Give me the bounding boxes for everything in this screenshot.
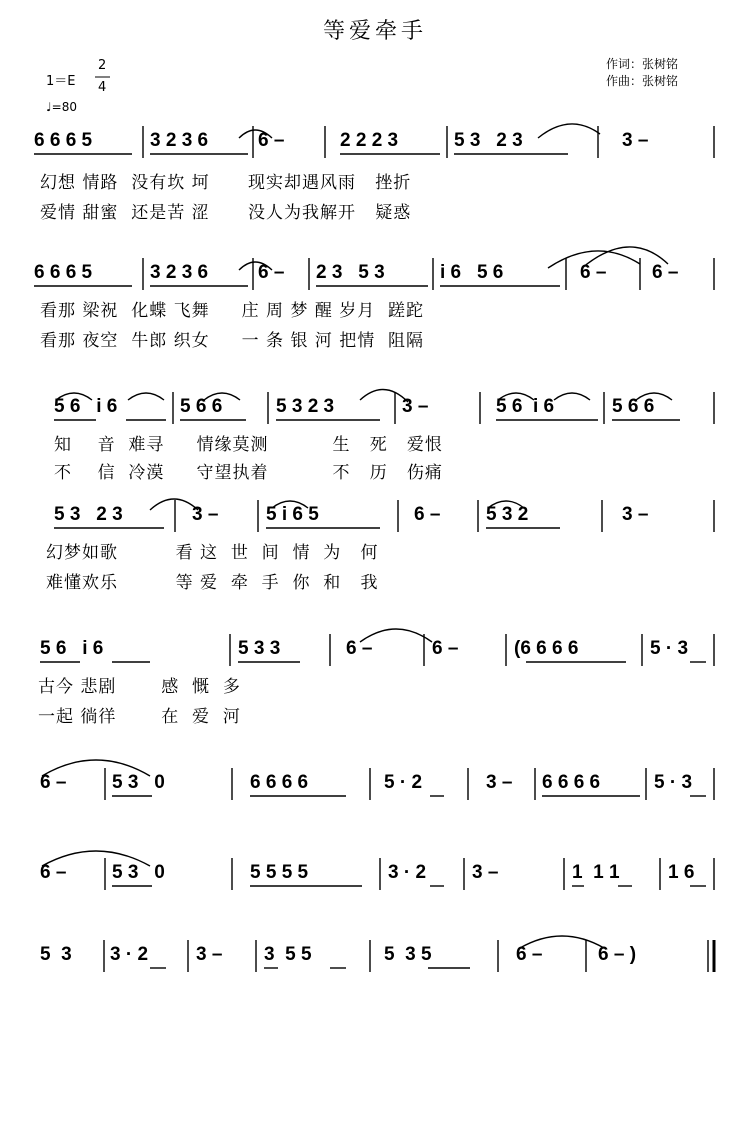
measure: 3 5 5	[264, 944, 312, 965]
measure: 6 –	[40, 862, 67, 883]
time-signature-bottom: 4	[98, 80, 107, 95]
score-row-2	[0, 258, 750, 358]
tempo-marking: ♩=80	[46, 100, 77, 114]
lyric-line-1: 看那 梁祝 化蝶 飞舞 庄 周 梦 醒 岁月 蹉跎	[40, 301, 425, 321]
measure: 5 · 3	[654, 772, 693, 793]
measure: 5 6 i 6	[40, 638, 104, 659]
barlines-and-slurs	[0, 940, 750, 980]
measure: 3 · 2	[388, 862, 427, 883]
measure: 5 · 3	[650, 638, 689, 659]
measure: 3 · 2	[110, 944, 149, 965]
measure: 5 3 2	[486, 504, 529, 525]
barlines-and-slurs	[0, 768, 750, 808]
score-row-3	[0, 392, 750, 492]
measure: i 6 5 6	[440, 262, 504, 283]
measure: 3 –	[622, 504, 649, 525]
measure: 6 6 6 5	[34, 130, 93, 151]
measure: 1 1 1	[572, 862, 620, 883]
measure: 6 –	[580, 262, 607, 283]
measure: 3 –	[402, 396, 429, 417]
measure: 6 –	[652, 262, 679, 283]
lyric-line-2: 看那 夜空 牛郎 织女 一 条 银 河 把情 阻隔	[40, 331, 425, 351]
song-title: 等爱牵手	[322, 19, 427, 44]
measure: 6 –	[432, 638, 459, 659]
measure: 6 –	[258, 130, 285, 151]
composer-credit: 作曲：张树铭	[606, 74, 679, 88]
score-row-7	[0, 858, 750, 898]
time-signature-top: 2	[98, 58, 107, 73]
measure: 5 3 5	[384, 944, 432, 965]
score-row-1	[0, 126, 750, 226]
lyric-line-2: 爱情 甜蜜 还是苦 涩 没人为我解开 疑惑	[40, 203, 412, 223]
lyric-line-2: 一起 徜徉 在 爱 河	[38, 707, 241, 727]
measure: 1 6	[668, 862, 695, 883]
measure: 2 2 2 3	[340, 130, 399, 151]
score-row-4	[0, 500, 750, 600]
lyric-line-2: 难懂欢乐 等 爱 牵 手 你 和 我	[46, 573, 379, 593]
lyric-line-2: 不 信 冷漠 守望执着 不 历 伤痛	[54, 463, 443, 483]
measure: 3 2 3 6	[150, 130, 209, 151]
measure: 6 –	[258, 262, 285, 283]
score-row-8	[0, 940, 750, 980]
measure: 5 3 3	[238, 638, 281, 659]
lyric-line-1: 幻想 情路 没有坎 坷 现实却遇风雨 挫折	[40, 173, 412, 193]
measure: 6 –	[516, 944, 543, 965]
measure: 5 · 2	[384, 772, 423, 793]
lyric-line-1: 知 音 难寻 情缘莫测 生 死 爱恨	[54, 435, 443, 455]
measure: 6 6 6 5	[34, 262, 93, 283]
measure: 6 –	[346, 638, 373, 659]
measure: 3 –	[486, 772, 513, 793]
barlines-and-slurs	[0, 858, 750, 898]
measure: 5 6 i 6	[496, 396, 555, 417]
key-signature: 1＝E	[46, 74, 76, 89]
measure: 5 3 2 3	[54, 504, 123, 525]
measure: 2 3 5 3	[316, 262, 385, 283]
measure: 6 6 6 6	[542, 772, 601, 793]
credits	[606, 56, 678, 90]
measure: 5 5 5 5	[250, 862, 309, 883]
measure: 6 – )	[598, 944, 637, 965]
lyricist-credit: 作词：张树铭	[606, 57, 679, 71]
measure: 6 6 6 6	[250, 772, 309, 793]
measure: 5 3 2 3	[454, 130, 523, 151]
measure: 5 3 0	[112, 772, 165, 793]
measure: 5 6 6	[612, 396, 655, 417]
measure: 5 3 2 3	[276, 396, 335, 417]
measure: 5 6 i 6	[54, 396, 118, 417]
measure: 5 3 0	[112, 862, 165, 883]
measure: 5 3	[40, 944, 72, 965]
score-row-5	[0, 634, 750, 734]
measure: 3 –	[196, 944, 223, 965]
measure: 6 –	[40, 772, 67, 793]
measure: 3 2 3 6	[150, 262, 209, 283]
measure: (6 6 6 6	[514, 638, 579, 659]
measure: 3 –	[472, 862, 499, 883]
lyric-line-1: 古今 悲剧 感 慨 多	[38, 677, 241, 697]
score-row-6	[0, 768, 750, 808]
measure: 6 –	[414, 504, 441, 525]
lyric-line-1: 幻梦如歌 看 这 世 间 情 为 何	[46, 543, 379, 563]
measure: 5 i 6 5	[266, 504, 319, 525]
measure: 3 –	[622, 130, 649, 151]
measure: 5 6 6	[180, 396, 223, 417]
measure: 3 –	[192, 504, 219, 525]
